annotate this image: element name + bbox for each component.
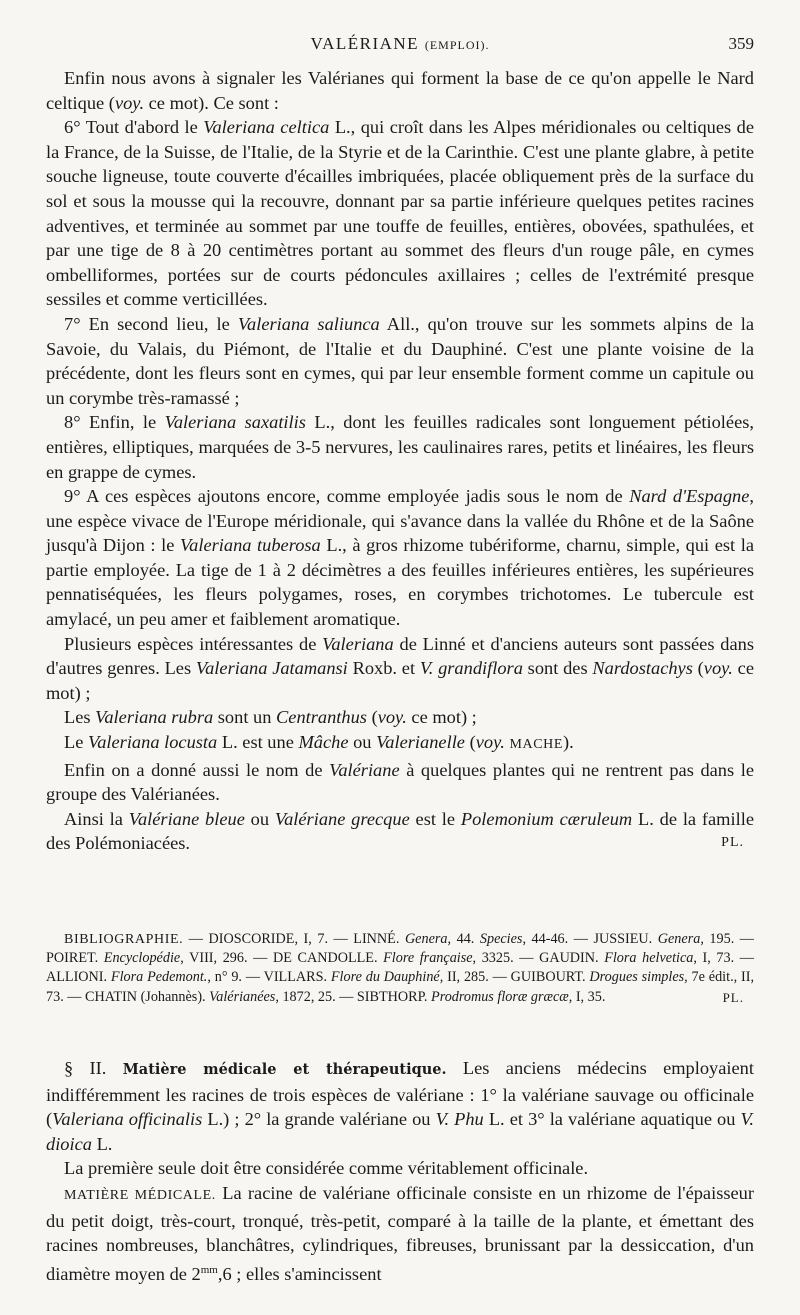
main-text: [46, 66, 754, 856]
text-run: Roxb. et: [347, 658, 420, 679]
text-run: L., dont les feuilles radicales sont longuement pétiolées, entières, elliptiques, marquées de 3-5 nervures, les caulinaires rares, petits et linéaires, les fleurs en grappe de cymes.: [46, 412, 755, 482]
text-run: 9° A ces espèces ajoutons encore, comme employée jadis sous le nom de: [64, 486, 630, 507]
italic-run: Mâche: [298, 732, 349, 753]
italic-run: Valeriana celtica: [203, 117, 330, 138]
paragraph-valeriana-tuberosa: [46, 484, 754, 632]
unit-superscript: mm: [200, 1263, 218, 1276]
italic-run: Species: [479, 931, 523, 947]
text-run: (: [464, 732, 476, 753]
running-title-main: VALÉRIANE: [310, 34, 420, 53]
text-run: sont un: [213, 707, 277, 728]
text-run: La racine de valériane officinale consiste en un rhizome de l'épaisseur du petit doigt, très-court, tronqué, très-petit, comparé à la taille de la plante, et émettant des racines nombreuses, blanchâtres, cylindriques, fibreuses, brunissant par la dessiccation, d'un diamètre moyen de 2: [46, 1182, 754, 1284]
italic-run: V. dioica: [46, 1109, 754, 1154]
text-run: L., à gros rhizome tubériforme, charnu, simple, qui est la partie employée. La tige de 1 à 2 décimètres a des feuilles inférieures entières, les supérieures pennatiséquées, les fleurs polygames, roses, en corymbes trichotomes. Le tubercule est amylacé, un peu amer et faiblement aromatique.: [46, 535, 755, 630]
text-run: 8° Enfin, le: [64, 412, 165, 433]
italic-run: voy.: [114, 92, 145, 113]
text-run: , une espèce vivace de l'Europe méridionale, qui s'avance dans la vallée du Rhône et de la Saône jusqu'à Dijon : le: [46, 486, 754, 556]
italic-run: Prodromus floræ græcæ: [431, 988, 569, 1005]
text-run: ou: [244, 808, 275, 829]
text-run: sont des: [522, 658, 593, 679]
section-heading: Matière médicale et thérapeutique.: [122, 1061, 447, 1078]
paragraph-valeriana-locusta: [46, 730, 754, 758]
text-run: ce mot) ;: [406, 707, 477, 728]
italic-run: Valeriana Jatamansi: [195, 658, 348, 679]
text-run: , 44.: [447, 931, 480, 947]
text-run: , n° 9. — VILLARS.: [207, 969, 331, 986]
text-run: Les anciens médecins employaient indifféremment les racines de trois espèces de valériane : 1° la valériane sauvage ou officinale (: [46, 1058, 754, 1130]
text-run: ce mot) ;: [46, 658, 754, 703]
text-run: , 44-46. — JUSSIEU.: [522, 931, 658, 947]
text-run: , I, 73. — ALLIONI.: [46, 950, 754, 986]
italic-run: Valeriana tuberosa: [179, 535, 321, 556]
paragraph-nom-valeriane: [46, 758, 754, 807]
text-run: , 195. — POIRET.: [46, 931, 754, 967]
text-run: 7° En second lieu, le: [64, 313, 238, 334]
section-matiere-medicale: [46, 1056, 754, 1286]
italic-run: voy.: [703, 658, 733, 679]
section-number: § II.: [64, 1058, 107, 1078]
text-run: , 7e édit., II, 73. — CHATIN (Johannès).: [46, 969, 754, 1005]
italic-run: Valeriana saliunca: [237, 313, 380, 334]
bibliography-label: BIBLIOGRAPHIE.: [64, 932, 184, 947]
text-run: ou: [348, 732, 377, 753]
text-run: de Linné et d'anciens auteurs sont passées dans d'autres genres. Les: [46, 633, 754, 679]
paragraph-valeriane-bleue: [46, 807, 754, 856]
text-run: , VIII, 296. — DE CANDOLLE.: [180, 950, 384, 967]
text-run: L. de la famille des Polémoniacées.: [46, 808, 754, 854]
italic-run: Polemonium cæruleum: [460, 808, 633, 829]
text-run: L. et 3° la valériane aquatique ou: [483, 1109, 741, 1130]
italic-run: Flore française: [383, 950, 473, 967]
text-run: , I, 35.: [568, 988, 606, 1005]
matiere-medicale-label: MATIÈRE MÉDICALE.: [64, 1187, 216, 1203]
paragraph-valeriana-saxatilis: [46, 410, 754, 484]
paragraph-autres-genres: [46, 632, 754, 706]
paragraph-nard-celtique: [46, 66, 754, 115]
italic-run: V. grandiflora: [419, 658, 523, 679]
running-title-sub: (EMPLOI).: [424, 38, 490, 52]
italic-run: Valeriana saxatilis: [164, 412, 306, 433]
paragraph-valeriana-celtica: [46, 115, 754, 312]
italic-run: voy.: [475, 732, 505, 753]
text-run: L. est une: [217, 732, 299, 753]
italic-run: Valeriana officinalis: [52, 1109, 203, 1130]
italic-run: Flora Pedemont.: [110, 969, 208, 986]
text-run: ).: [563, 732, 574, 753]
italic-run: V. Phu: [435, 1109, 484, 1130]
text-run: Enfin nous avons à signaler les Valérianes qui forment la base de ce qu'on appelle le Nard celtique (: [46, 68, 754, 113]
italic-run: Nardostachys: [592, 658, 693, 679]
bibliography-paragraph: [46, 930, 754, 1007]
italic-run: Flore du Dauphiné: [330, 969, 440, 986]
paragraph-valeriana-saliunca: [46, 312, 754, 410]
text-run: L.: [91, 1133, 113, 1154]
italic-run: Valerianelle: [376, 732, 465, 753]
italic-run: voy.: [377, 707, 407, 728]
text-run: ce mot). Ce sont :: [144, 92, 279, 113]
text-run: ,6 ; elles s'amincissent: [217, 1263, 382, 1284]
text-run: , 1872, 25. — SIBTHORP.: [275, 988, 432, 1005]
italic-run: Genera: [657, 931, 701, 947]
italic-run: Valeriana locusta: [88, 732, 218, 753]
italic-run: Valériane bleue: [128, 808, 245, 829]
italic-run: Valériane grecque: [274, 808, 410, 829]
text-run: Plusieurs espèces intéressantes de: [64, 633, 323, 654]
text-run: (: [366, 707, 378, 728]
text-run: est le: [409, 808, 461, 829]
italic-run: Valérianées: [209, 988, 276, 1005]
text-run: à quelques plantes qui ne rentrent pas dans le groupe des Valérianées.: [46, 759, 755, 805]
paragraph-valeriana-rubra: [46, 705, 754, 730]
text-run: , II, 285. — GUIBOURT.: [439, 969, 590, 986]
text-run: L.) ; 2° la grande valériane ou: [202, 1109, 436, 1130]
text-run: Le: [64, 732, 88, 753]
paragraph-matiere-medicale: [46, 1181, 754, 1287]
bibliography-signature: PL.: [722, 989, 744, 1005]
author-signature: PL.: [721, 835, 744, 851]
italic-run: Flora helvetica: [604, 950, 694, 967]
italic-run: Valeriana: [322, 633, 394, 654]
text-run: 6° Tout d'abord le: [64, 117, 204, 138]
text-run: L., qui croît dans les Alpes méridionales ou celtiques de la France, de la Suisse, de l'Italie, de la Styrie et de la Carinthie. C'est une plante glabre, à petite souche ligneuse, toute couverte d'écailles imbriquées, placée obliquement près de la surface du sol et sous la mousse qui la recouvre, donnant par sa partie inférieure quelques petites racines adventives, et terminée au sommet par une touffe de feuilles, entières, obovées, spathulées, et par une tige de 8 à 20 centimètres portant au sommet des fleurs d'un rouge pâle, en cymes ombelliformes, portées sur de courts pédoncules axillaires ; celles de l'extrémité presque sessiles et comme verticillées.: [46, 117, 755, 310]
text-run: (: [692, 658, 704, 679]
italic-run: Encyclopédie: [103, 950, 181, 967]
text-run: All., qu'on trouve sur les sommets alpins de la Savoie, du Valais, du Piémont, de l'Italie et du Dauphiné. C'est une plante voisine de la précédente, dont les fleurs sont en cymes, qui par leur ensemble forment comme un capitule ou un corymbe très-ramassé ;: [46, 313, 754, 408]
page-number: 359: [728, 34, 754, 53]
running-header: [40, 34, 760, 60]
bibliography: [46, 930, 754, 1007]
italic-run: Valériane: [329, 759, 400, 780]
italic-run: Valeriana rubra: [95, 707, 214, 728]
running-title: [40, 34, 760, 54]
text-run: Enfin on a donné aussi le nom de: [64, 759, 330, 780]
italic-run: Drogues simples: [589, 969, 685, 986]
italic-run: Genera: [404, 931, 448, 947]
text-run: — DIOSCORIDE, I, 7. — LINNÉ.: [183, 931, 405, 947]
text-run: Les: [64, 707, 96, 728]
smallcaps-run: MACHE: [509, 737, 563, 753]
italic-run: Centranthus: [276, 707, 367, 728]
text-run: , 3325. — GAUDIN.: [472, 950, 605, 967]
italic-run: Nard d'Espagne: [629, 486, 750, 507]
paragraph-premiere-officinale: La première seule doit être considérée comme véritablement officinale.: [64, 1158, 589, 1179]
text-run: Ainsi la: [64, 808, 129, 829]
section-intro-paragraph: [46, 1056, 754, 1156]
